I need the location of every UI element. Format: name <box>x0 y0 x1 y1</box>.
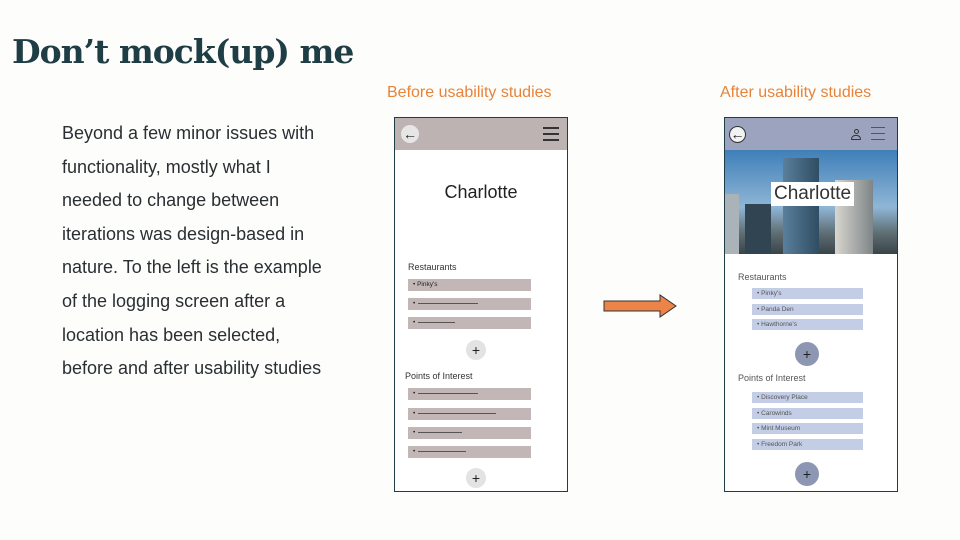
back-arrow-icon[interactable]: ← <box>403 126 417 142</box>
city-title: Charlotte <box>771 182 854 206</box>
restaurants-label: Restaurants <box>408 262 457 272</box>
slide-title: Don’t mock(up) me <box>12 32 354 71</box>
list-item[interactable]: • Mint Museum <box>752 423 863 434</box>
slide-body: Beyond a few minor issues with functionality, mostly what I needed to change between iterations was design-based in nature. To the left is the example of the logging screen after a location has been selected, before and after usability studies <box>62 123 322 379</box>
poi-label: Points of Interest <box>405 371 473 381</box>
add-poi-button[interactable]: + <box>466 468 486 488</box>
restaurants-label: Restaurants <box>738 272 787 282</box>
list-item[interactable]: • Hawthorne's <box>752 319 863 330</box>
after-caption: After usability studies <box>720 84 872 101</box>
poi-label: Points of Interest <box>738 373 806 383</box>
list-item[interactable]: • <box>408 298 531 310</box>
city-title: Charlotte <box>444 182 518 202</box>
list-item[interactable]: • Panda Den <box>752 304 863 315</box>
header-bar <box>395 118 567 150</box>
list-item[interactable]: • <box>408 317 531 329</box>
list-item[interactable]: • <box>408 427 531 439</box>
list-item[interactable]: • Discovery Place <box>752 392 863 403</box>
add-restaurant-button[interactable]: + <box>466 340 486 360</box>
header-bar <box>725 118 897 150</box>
list-item[interactable]: • Pinky's <box>408 279 531 291</box>
after-mockup <box>724 117 898 492</box>
list-item[interactable]: • <box>408 388 531 400</box>
before-mockup <box>394 117 568 492</box>
before-caption: Before usability studies <box>387 84 552 101</box>
back-arrow-icon[interactable]: ← <box>730 126 745 142</box>
add-poi-button[interactable]: + <box>795 462 819 486</box>
add-restaurant-button[interactable]: + <box>795 342 819 366</box>
arrow-right-icon <box>602 293 680 319</box>
hamburger-menu-icon[interactable] <box>871 127 885 140</box>
list-item[interactable]: • <box>408 408 531 420</box>
list-item[interactable]: • <box>408 446 531 458</box>
list-item[interactable]: • Freedom Park <box>752 439 863 450</box>
list-item[interactable]: • Pinky's <box>752 288 863 299</box>
profile-icon[interactable] <box>851 129 861 140</box>
list-item[interactable]: • Carowinds <box>752 408 863 419</box>
hamburger-menu-icon[interactable] <box>543 127 559 141</box>
